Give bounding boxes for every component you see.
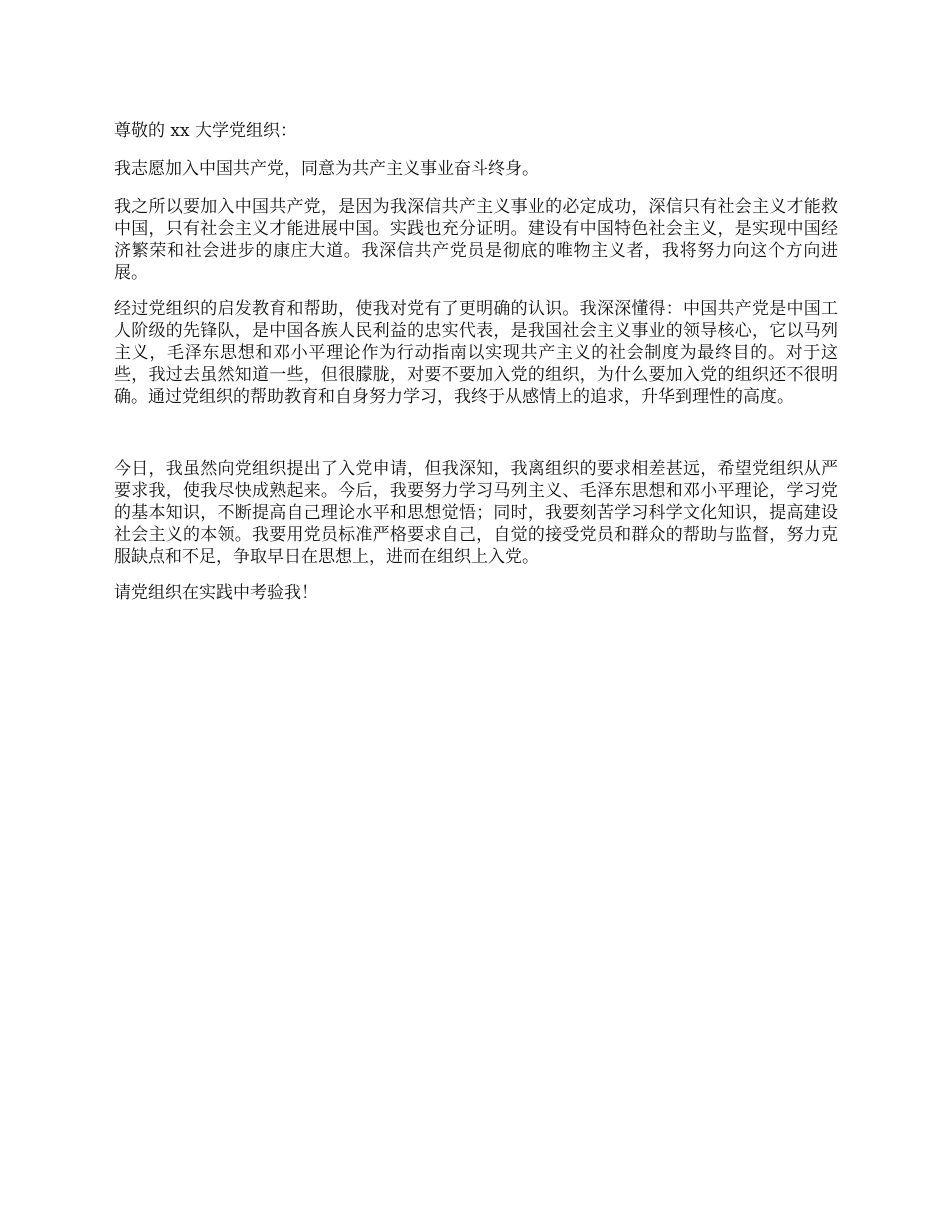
- letter-greeting: 尊敬的 xx 大学党组织：: [114, 121, 297, 141]
- paragraph-pledge: 我志愿加入中国共产党，同意为共产主义事业奋斗终身。: [114, 159, 539, 179]
- paragraph-understanding: 经过党组织的启发教育和帮助，使我对党有了更明确的认识。我深深懂得：中国共产党是中国工人阶级的先锋队，是中国各族人民利益的忠实代表，是我国社会主义事业的领导核心，它以马列主义，毛泽东思想和邓小平理论作为行动指南以实现共产主义的社会制度为最终目的。对于这些，我过去虽然知道一些，但很朦胧，对要不要加入党的组织，为什么要加入党的组织还不很明确。通过党组织的帮助教育和自身努力学习，我终于从感情上的追求，升华到理性的高度。: [114, 299, 838, 407]
- paragraph-reason: 我之所以要加入中国共产党，是因为我深信共产主义事业的必定成功，深信只有社会主义才能救中国，只有社会主义才能进展中国。实践也充分证明。建设有中国特色社会主义，是实现中国经济繁荣和社会进步的康庄大道。我深信共产党员是彻底的唯物主义者，我将努力向这个方向进展。: [114, 197, 838, 283]
- paragraph-closing: 请党组织在实践中考验我！: [114, 583, 318, 603]
- paragraph-commitment: 今日，我虽然向党组织提出了入党申请，但我深知，我离组织的要求相差甚远，希望党组织从严要求我，使我尽快成熟起来。今后，我要努力学习马列主义、毛泽东思想和邓小平理论，学习党的基本知识，不断提高自己理论水平和思想觉悟；同时，我要刻苦学习科学文化知识，提高建设社会主义的本领。我要用党员标准严格要求自己，自觉的接受党员和群众的帮助与监督，努力克服缺点和不足，争取早日在思想上，进而在组织上入党。: [114, 459, 838, 567]
- letter-body: [114, 120, 838, 604]
